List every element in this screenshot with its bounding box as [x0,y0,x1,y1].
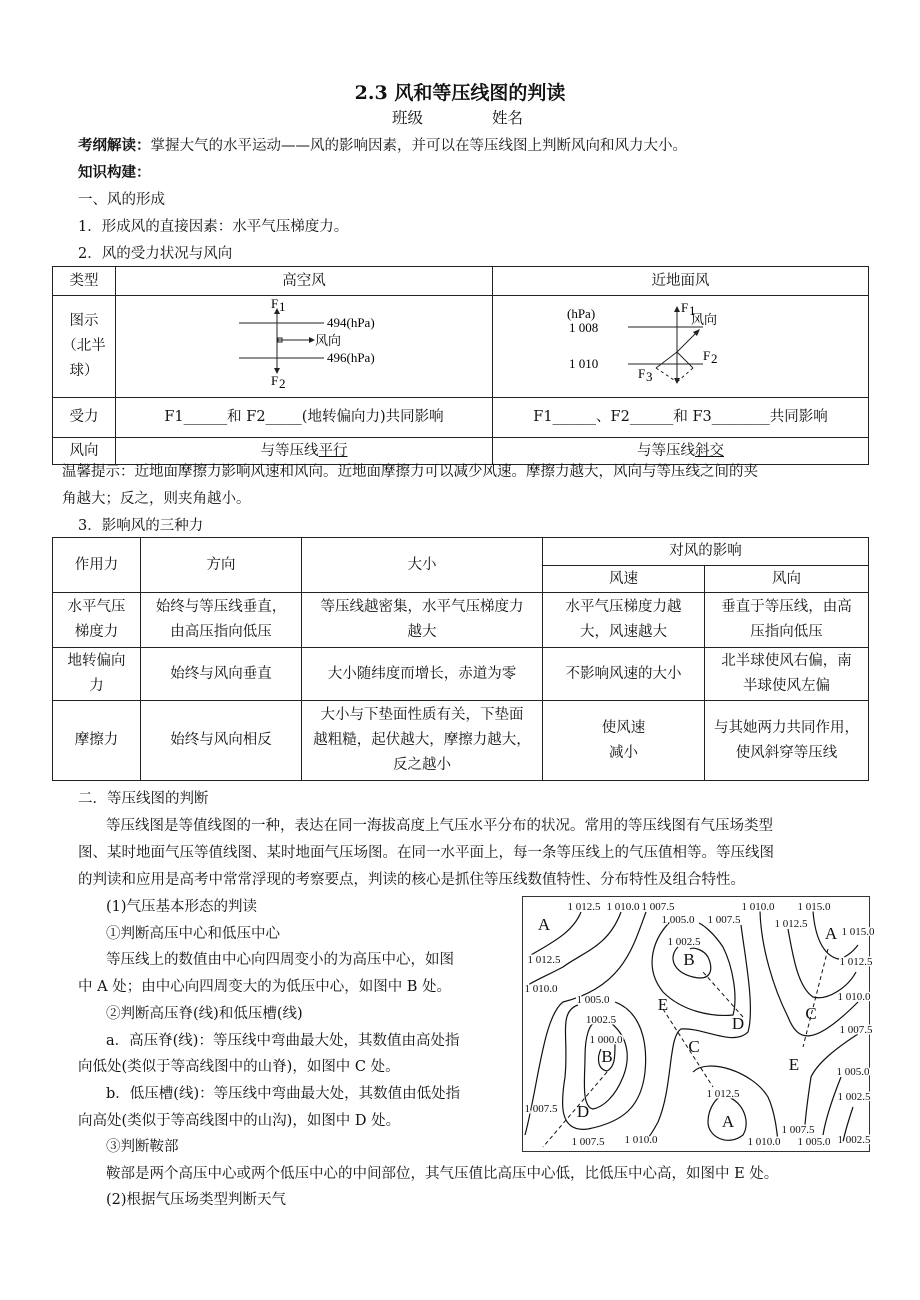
pressure-feature-label: B [601,1047,613,1066]
cell-line: 使风速 [601,719,646,736]
force-f3-label: F [638,366,646,381]
pressure-feature-label: A [824,924,838,943]
cell-line: 始终与风向垂直 [170,665,272,682]
cell-dir [141,593,302,648]
cell-line: 力 [89,678,104,694]
name-label: 姓名 [492,109,524,127]
header-size: 大小 [302,538,543,593]
cell-size [302,648,543,701]
isobar-value-label: 1002.5 [585,1014,617,1026]
isobar-value-label: 1 010.0 [741,901,775,913]
section-2-heading: 二．等压线图的判断 [78,791,209,807]
force-label: 受力 [53,398,116,438]
isobar-map [522,896,875,1152]
pressure-feature-label: C [688,1037,700,1056]
header-surface: 近地面风 [493,267,869,296]
cell-speed [543,648,705,701]
isobar-value-label: 1 002.5 [837,1091,871,1103]
cell-line: 等压线越密集，水平气压梯度力 [320,599,524,615]
cell-line: 大，风速越大 [580,624,667,640]
dir-surface-text: 与等压线 [637,442,695,459]
isobar-1008-label: 1 008 [569,320,599,335]
wind-direction-label: 风向 [691,312,718,327]
cell-line: 大小与下垫面性质有关，下垫面 [320,707,524,723]
f2-subscript: 2 [711,351,718,366]
isobar-value-label: 1 007.5 [839,1024,873,1036]
isobar-value-label: 1 012.5 [706,1088,740,1100]
cell-size [302,593,543,648]
force-f1-label: F [271,296,279,311]
force-f1-label: F [681,300,689,315]
pressure-feature-label: A [537,915,551,934]
cell-speed [543,701,705,781]
wind-direction-label: 风向 [315,333,342,348]
f2-subscript: 2 [279,376,286,391]
force-f2-label: F [703,348,711,363]
cell-line: 地转偏向 [67,653,126,669]
isobar-value-label: 1 010.0 [837,991,871,1003]
para-line-3: 的判读和应用是高考中常常浮现的考察要点，判读的核心是抓住等压线数值特性、分布特性及组合特性。 [78,872,745,888]
diagram-label: 图示 [69,313,99,329]
cell-wdir [705,648,869,701]
unit-label: (hPa) [567,306,596,321]
table-row [53,648,869,701]
isobar-value-label: 1 007.5 [781,1124,815,1136]
paragraph-3: 3．影响风的三种力 [78,518,204,534]
cell-size [302,701,543,781]
table-row [53,701,869,781]
header-upper: 高空风 [116,267,493,296]
isobar-value-label: 1 010.0 [624,1134,658,1146]
cell-wdir [705,593,869,648]
pressure-feature-label: A [721,1112,735,1131]
saddle-text: 鞍部是两个高压中心或两个低压中心的中间部位，其气压值比高压中心低，比低压中心高，如图中 E 处。 [106,1166,779,1182]
para-line-2: 图、某时地面气压等值线图、某时地面气压场图。在同一水平面上，每一条等压线上的气压值相等。等压线图 [78,845,774,861]
cell-line: 越粗糙，起伏越大，摩擦力越大， [313,732,531,748]
isobar-1010-label: 1 010 [569,356,599,371]
cell-line: 摩擦力 [74,732,119,748]
pressure-feature-label: E [788,1055,800,1074]
tip-line-2: 角越大；反之，则夹角越小。 [62,491,251,507]
isobar-value-label: 1 007.5 [571,1136,605,1148]
map-explanation-line: 向高处(类似于等高线图中的山沟)，如图中 D 处。 [78,1112,401,1129]
isobar-value-label: 1 005.0 [836,1066,870,1078]
isobar-value-label: 1 010.0 [606,901,640,913]
isobar-value-label: 1 000.0 [589,1034,623,1046]
cell-line: 越大 [407,624,437,640]
isobar-value-label: 1 015.0 [797,901,831,913]
pressure-feature-label: C [805,1004,817,1023]
isobar-value-label: 1 002.5 [837,1134,871,1146]
isobar-value-label: 1 012.5 [527,954,561,966]
pressure-feature-label: D [576,1102,590,1121]
header-speed: 风速 [543,566,705,593]
isobar-value-label: 1 005.0 [797,1136,831,1148]
dir-upper-text: 与等压线 [260,442,319,459]
cell-line: 减小 [609,744,638,761]
isobar-value-label: 1 002.5 [667,936,701,948]
map-explanation-line: 向低处(类似于等高线图中的山脊)，如图中 C 处。 [78,1059,400,1076]
cell-line: 垂直于等压线，由高 [721,599,852,615]
header-wind-direction: 风向 [705,566,869,593]
map-explanation-line: 中 A 处；由中心向四周变大的为低压中心，如图中 B 处。 [78,979,452,996]
cell-name [53,648,141,701]
outline-text: 掌握大气的水平运动——风的影响因素，并可以在等压线图上判断风向和风力大小。 [150,138,687,154]
map-explanation-line: ③判断鞍部 [106,1139,179,1156]
cell-line: 梯度力 [74,624,119,640]
force-f2-label: F [271,373,279,388]
isobar-value-label: 1 005.0 [661,914,695,926]
header-type: 类型 [53,267,116,296]
weather-heading: (2)根据气压场类型判断天气 [106,1192,287,1208]
class-label: 班级 [392,109,424,127]
map-explanation-line: 等压线上的数值由中心向四周变小的为高压中心，如图 [106,952,454,969]
pressure-feature-label: B [683,950,695,969]
cell-dir [141,701,302,781]
cell-line: 大小随纬度而增长，赤道为零 [327,665,517,682]
cell-line: 压指向低压 [750,624,823,640]
map-explanation-line: ②判断高压脊(线)和低压槽(线) [106,1005,303,1022]
para-line-1: 等压线图是等值线图的一种，表达在同一海拔高度上气压水平分布的状况。常用的等压线图有气压场类型 [106,818,773,834]
force-upper-fill: F1______和 F2_____(地转偏向力)共同影响 [116,398,493,438]
header-force: 作用力 [53,538,141,593]
f1-subscript: 1 [279,299,286,314]
cell-line: 水平气压梯度力越 [565,599,682,615]
pressure-feature-label: D [731,1014,745,1033]
isobar-value-label: 1 012.5 [567,901,601,913]
pressure-feature-label: E [657,995,669,1014]
cell-wdir [705,701,869,781]
map-explanation-line: b．低压槽(线)：等压线中弯曲最大处，其数值由低处指 [106,1085,461,1102]
cell-name [53,593,141,648]
f1-subscript: 1 [689,303,696,318]
cell-line: 水平气压 [67,599,126,615]
knowledge-heading: 知识构建： [78,164,151,181]
isobar-value-label: 1 012.5 [839,956,873,968]
isobar-value-label: 1 007.5 [707,914,741,926]
hemisphere-label: （北半球） [62,338,106,379]
surface-wind-diagram [493,296,868,388]
isobar-494-label: 494(hPa) [327,315,375,330]
map-explanation-line: (1)气压基本形态的判读 [106,899,258,915]
page-title: 2.3 风和等压线图的判读 [354,82,566,104]
map-explanation-line: ①判断高压中心和低压中心 [106,925,280,942]
isobar-value-label: 1 010.0 [524,983,558,995]
direction-label: 风向 [53,438,116,465]
isobar-value-label: 1 005.0 [576,994,610,1006]
cell-line: 反之越小 [393,757,451,773]
isobar-496-label: 496(hPa) [327,350,375,365]
f3-subscript: 3 [646,369,653,384]
cell-line: 由高压指向低压 [170,624,272,640]
dir-surface-keyword: 斜交 [695,442,724,459]
isobar-value-label: 1 012.5 [774,918,808,930]
tip-line-1: 温馨提示：近地面摩擦力影响风速和风向。近地面摩擦力可以减少风速。摩擦力越大，风向与等压线之间的夹 [62,464,758,480]
cell-line: 始终与风向相反 [170,732,272,748]
cell-speed [543,593,705,648]
paragraph-2: 2．风的受力状况与风向 [78,246,233,262]
isobar-value-label: 1 007.5 [641,901,675,913]
cell-line: 使风斜穿等压线 [735,744,838,761]
isobar-value-label: 1 015.0 [841,926,875,938]
header-effect: 对风的影响 [543,538,869,566]
header-direction: 方向 [141,538,302,593]
cell-line: 北半球使风右偏，南 [721,653,852,669]
paragraph-1: 1．形成风的直接因素：水平气压梯度力。 [78,219,349,235]
cell-name [53,701,141,781]
cell-line: 不影响风速的大小 [565,665,682,682]
cell-dir [141,648,302,701]
map-explanation-line: a．高压脊(线)：等压线中弯曲最大处，其数值由高处指 [106,1032,460,1049]
three-forces-table [52,537,869,781]
outline-label: 考纲解读： [78,137,151,154]
dir-upper-keyword: 平行 [318,442,348,459]
wind-force-table [52,266,869,465]
upper-wind-diagram [119,296,489,391]
isobar-value-label: 1 007.5 [524,1103,558,1115]
table-row [53,593,869,648]
cell-line: 与其她两力共同作用， [714,719,859,736]
cell-line: 始终与等压线垂直， [155,599,287,615]
force-surface-fill: F1______、F2______和 F3________共同影响 [493,398,869,438]
isobar-value-label: 1 010.0 [747,1136,781,1148]
section-1-heading: 一、风的形成 [78,192,165,208]
cell-line: 半球使风左偏 [743,678,830,694]
